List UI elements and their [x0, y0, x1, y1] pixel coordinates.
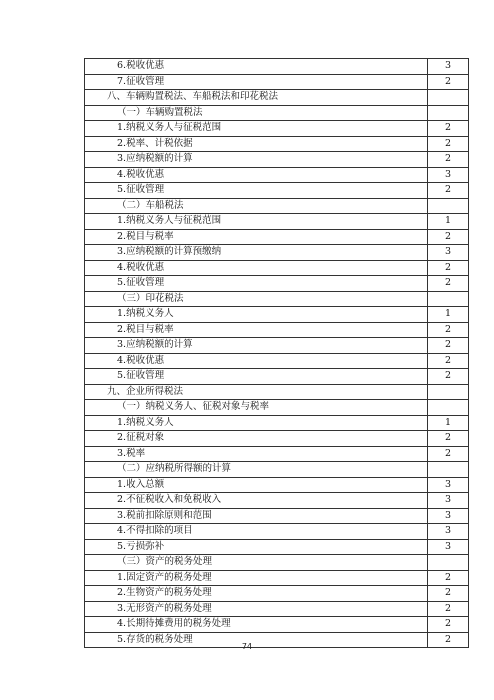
topic-item: 2.征税对象 — [85, 431, 428, 447]
table-row — [85, 477, 469, 493]
section-heading: （二）车船税法 — [85, 198, 428, 214]
hours-cell — [428, 90, 469, 106]
table-row — [85, 524, 469, 540]
topic-item: 4.税收优惠 — [85, 167, 428, 183]
topic-item: 1.收入总额 — [85, 477, 428, 493]
hours-cell: 2 — [428, 570, 469, 586]
table-row — [85, 322, 469, 338]
table-row — [85, 462, 469, 478]
table-row — [85, 508, 469, 524]
topic-item: 5.征收管理 — [85, 369, 428, 385]
hours-cell: 2 — [428, 431, 469, 447]
topic-item: 2.税目与税率 — [85, 229, 428, 245]
table-row — [85, 431, 469, 447]
hours-cell — [428, 198, 469, 214]
section-heading: （三）印花税法 — [85, 291, 428, 307]
hours-cell — [428, 105, 469, 121]
topic-item: 3.税率 — [85, 446, 428, 462]
chapter-heading: 八、车辆购置税法、车船税法和印花税法 — [85, 90, 428, 106]
topic-item: 4.长期待摊费用的税务处理 — [85, 617, 428, 633]
hours-cell: 2 — [428, 229, 469, 245]
hours-cell: 2 — [428, 617, 469, 633]
hours-cell: 2 — [428, 586, 469, 602]
topic-item: 3.无形资产的税务处理 — [85, 601, 428, 617]
topic-item: 3.应纳税额的计算 — [85, 152, 428, 168]
section-heading: （一）纳税义务人、征税对象与税率 — [85, 400, 428, 416]
topic-item: 3.税前扣除原则和范围 — [85, 508, 428, 524]
table-row — [85, 601, 469, 617]
hours-cell: 1 — [428, 214, 469, 230]
hours-cell: 3 — [428, 508, 469, 524]
section-heading: （二）应纳税所得额的计算 — [85, 462, 428, 478]
hours-cell: 3 — [428, 493, 469, 509]
hours-cell: 3 — [428, 59, 469, 75]
table-row — [85, 369, 469, 385]
hours-cell: 3 — [428, 167, 469, 183]
table-row — [85, 276, 469, 292]
topic-item: 2.生物资产的税务处理 — [85, 586, 428, 602]
table-row — [85, 105, 469, 121]
hours-cell: 2 — [428, 353, 469, 369]
topic-item: 1.纳税义务人与征税范围 — [85, 121, 428, 137]
table-row — [85, 121, 469, 137]
table-row — [85, 152, 469, 168]
table-row — [85, 167, 469, 183]
topic-item: 5.征收管理 — [85, 276, 428, 292]
hours-cell: 2 — [428, 121, 469, 137]
topic-item: 7.征收管理 — [85, 74, 428, 90]
table-row — [85, 539, 469, 555]
table-row — [85, 307, 469, 323]
topic-item: 1.固定资产的税务处理 — [85, 570, 428, 586]
hours-cell: 2 — [428, 183, 469, 199]
hours-cell: 2 — [428, 74, 469, 90]
topic-item: 4.税收优惠 — [85, 260, 428, 276]
hours-cell: 3 — [428, 524, 469, 540]
topic-item: 2.税目与税率 — [85, 322, 428, 338]
topic-item: 5.存货的税务处理 — [85, 632, 428, 648]
hours-cell: 3 — [428, 539, 469, 555]
hours-cell: 2 — [428, 601, 469, 617]
table-row — [85, 245, 469, 261]
topic-item: 4.税收优惠 — [85, 353, 428, 369]
hours-cell: 2 — [428, 632, 469, 648]
table-row — [85, 617, 469, 633]
hours-cell: 2 — [428, 260, 469, 276]
topic-item: 1.纳税义务人与征税范围 — [85, 214, 428, 230]
page-number: 74 — [241, 642, 253, 651]
table-row — [85, 586, 469, 602]
hours-cell: 1 — [428, 415, 469, 431]
table-body — [85, 59, 469, 648]
hours-cell: 2 — [428, 136, 469, 152]
chapter-heading: 九、企业所得税法 — [85, 384, 428, 400]
table-row — [85, 384, 469, 400]
hours-cell — [428, 291, 469, 307]
topic-item: 3.应纳税额的计算预缴纳 — [85, 245, 428, 261]
hours-cell — [428, 384, 469, 400]
table-row — [85, 555, 469, 571]
hours-cell: 1 — [428, 307, 469, 323]
topic-item: 2.不征税收入和免税收入 — [85, 493, 428, 509]
table-row — [85, 338, 469, 354]
table-row — [85, 198, 469, 214]
hours-cell: 2 — [428, 446, 469, 462]
hours-cell — [428, 400, 469, 416]
table-row — [85, 59, 469, 75]
table-row — [85, 229, 469, 245]
topic-item: 5.亏损弥补 — [85, 539, 428, 555]
topic-item: 4.不得扣除的项目 — [85, 524, 428, 540]
topic-item: 6.税收优惠 — [85, 59, 428, 75]
hours-cell — [428, 555, 469, 571]
hours-cell: 3 — [428, 477, 469, 493]
table-row — [85, 415, 469, 431]
hours-cell: 2 — [428, 369, 469, 385]
hours-cell: 2 — [428, 338, 469, 354]
table-row — [85, 353, 469, 369]
topic-item: 1.纳税义务人 — [85, 415, 428, 431]
hours-cell — [428, 462, 469, 478]
topic-item: 2.税率、计税依据 — [85, 136, 428, 152]
table-row — [85, 214, 469, 230]
hours-cell: 3 — [428, 245, 469, 261]
table-row — [85, 260, 469, 276]
hours-cell: 2 — [428, 322, 469, 338]
table-row — [85, 446, 469, 462]
hours-cell: 2 — [428, 276, 469, 292]
table-row — [85, 183, 469, 199]
topic-item: 1.纳税义务人 — [85, 307, 428, 323]
table-row — [85, 291, 469, 307]
table-row — [85, 74, 469, 90]
table-row — [85, 400, 469, 416]
topic-item: 5.征收管理 — [85, 183, 428, 199]
table-row — [85, 90, 469, 106]
syllabus-table — [84, 58, 469, 648]
table-row — [85, 493, 469, 509]
section-heading: （三）资产的税务处理 — [85, 555, 428, 571]
table-row — [85, 570, 469, 586]
section-heading: （一）车辆购置税法 — [85, 105, 428, 121]
table-row — [85, 136, 469, 152]
hours-cell: 2 — [428, 152, 469, 168]
topic-item: 3.应纳税额的计算 — [85, 338, 428, 354]
